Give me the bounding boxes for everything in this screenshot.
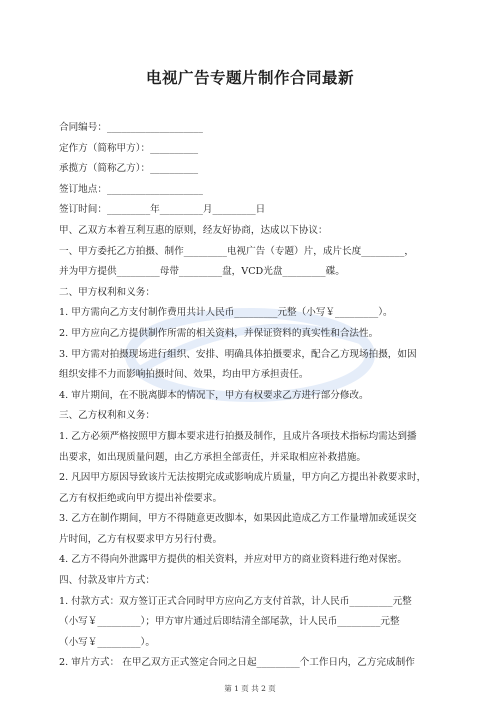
preamble-line: 甲、乙双方本着互利互惠的原则，经友好协商，达成以下协议：: [59, 224, 328, 236]
section-3-item-1-b: 出要求，如出现质量问题，由乙方承担全部责任，并采取相应补救措施。: [59, 451, 366, 463]
section-3-heading: 三、乙方权利和义务：: [59, 410, 155, 422]
contract-number-line: 合同编号：____________________: [59, 122, 203, 133]
section-4-item-1-c: （小写￥_________）。: [59, 636, 155, 648]
section-2-item-1: 1. 甲方需向乙方支付制作费用共计人民币_________元整（小写￥_________）。: [59, 307, 393, 319]
section-3-item-3-a: 3. 乙方在制作期间，甲方不得随意更改脚本，如果因此造成乙方工作量增加或延误交: [59, 513, 417, 525]
party-a-line: 定作方（简称甲方）：__________: [59, 142, 199, 154]
section-3-item-2-b: 乙方有权拒绝或向甲方提出补偿要求。: [59, 492, 223, 504]
clause-1-line-2: 并为甲方提供_________母带_________盘，VCD光盘_________碟。: [59, 266, 345, 278]
section-3-item-3-b: 片时间，乙方有权要求甲方另行付费。: [59, 533, 223, 545]
section-2-item-2: 2. 甲方应向乙方提供制作所需的相关资料，并保证资料的真实性和合法性。: [59, 327, 379, 339]
section-2-item-3-a: 3. 甲方需对拍摄现场进行组织、安排、明确具体拍摄要求，配合乙方现场拍摄，如因: [59, 348, 417, 360]
signing-place-line: 签订地点：____________________: [59, 183, 203, 195]
section-4-item-1-b: （小写￥_________）；甲方审片通过后即结清全部尾款，计人民币_________元整: [59, 616, 400, 628]
section-3-item-1-a: 1. 乙方必须严格按照甲方脚本要求进行拍摄及制作，且成片各项技术指标均需达到播: [59, 430, 417, 442]
clause-1-line-1: 一、甲方委托乙方拍摄、制作_________电视广告（专题）片，成片长度_________，: [59, 245, 414, 257]
contract-body: [59, 118, 451, 674]
page-number-footer: 第 1 页 共 2 页: [224, 684, 276, 693]
document-title: 电视广告专题片制作合同最新: [145, 69, 354, 87]
section-3-item-4: 4. 乙方不得向外泄露甲方提供的相关资料，并应对甲方的商业资料进行绝对保密。: [59, 554, 407, 566]
section-2-heading: 二、甲方权利和义务：: [59, 286, 155, 298]
section-4-item-1-a: 1. 付款方式：双方签订正式合同时甲方应向乙方支付首款，计人民币_________元整: [59, 595, 412, 607]
section-4-heading: 四、付款及审片方式：: [59, 575, 155, 587]
section-3-item-2-a: 2. 凡因甲方原因导致该片无法按期完成或影响成片质量，甲方向乙方提出补救要求时，: [59, 472, 427, 484]
section-4-item-2: 2. 审片方式： 在甲乙双方正式签定合同之日起_________个工作日内，乙方完成制作: [59, 657, 415, 669]
section-2-item-4: 4. 审片期间，在不脱离脚本的情况下，甲方有权要求乙方进行部分修改。: [59, 389, 369, 401]
section-2-item-3-b: 组织安排不力而影响拍摄时间、效果，均由甲方承担责任。: [59, 369, 309, 381]
party-b-line: 承揽方（简称乙方）：__________: [59, 163, 199, 175]
signing-date-line: 签订时间：_________年_________月_________日: [59, 204, 266, 216]
